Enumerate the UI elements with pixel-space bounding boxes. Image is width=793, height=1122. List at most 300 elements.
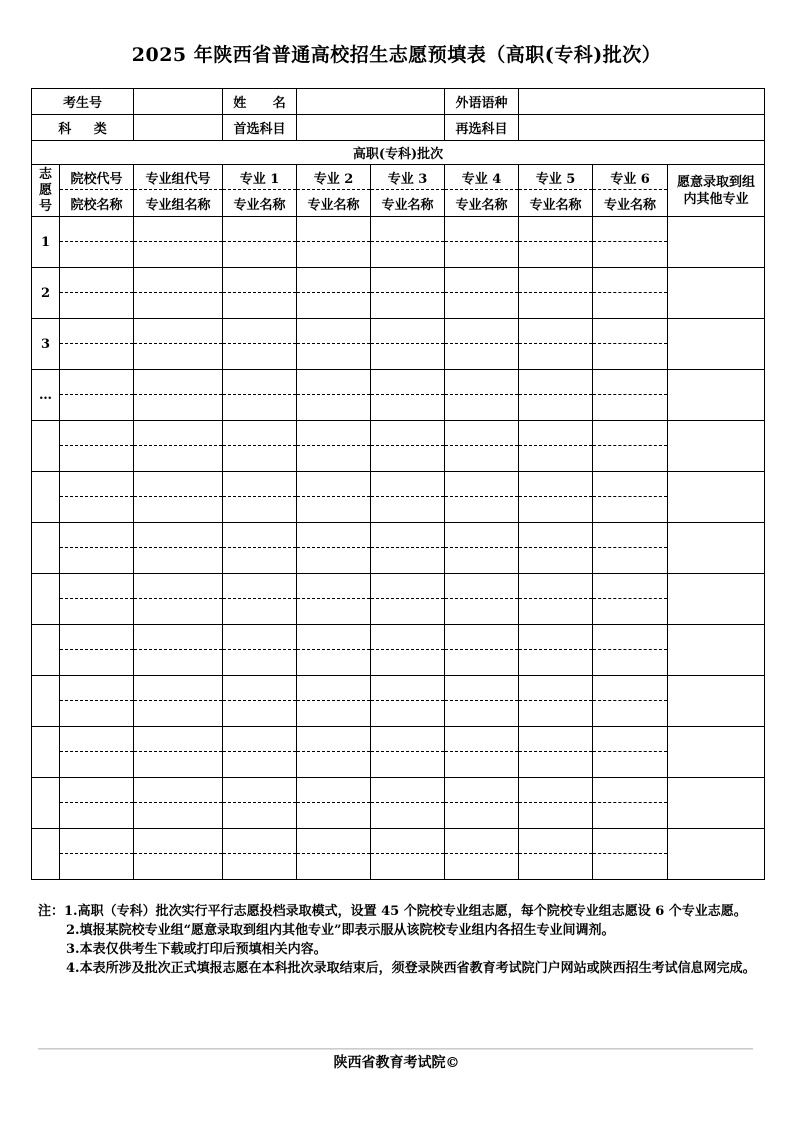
major-name-cell[interactable] (445, 548, 519, 574)
major-name-cell[interactable] (297, 395, 371, 421)
major-code-cell[interactable] (223, 319, 297, 344)
school-name-cell[interactable] (60, 599, 134, 625)
group-code-cell[interactable] (134, 217, 223, 242)
major-name-cell[interactable] (593, 752, 668, 778)
group-code-cell[interactable] (134, 574, 223, 599)
school-code-cell[interactable] (60, 268, 134, 293)
major-code-cell[interactable] (223, 676, 297, 701)
choice-number: 2 (32, 268, 60, 319)
major-code-cell[interactable] (445, 625, 519, 650)
major-name-cell[interactable] (445, 650, 519, 676)
major-code-cell[interactable] (371, 268, 445, 293)
col-group-name: 专业组名称 (134, 190, 223, 217)
major-name-cell[interactable] (445, 752, 519, 778)
col-major-6: 专业 6 (593, 165, 668, 190)
choice-row (32, 676, 765, 701)
col-major-1: 专业 1 (223, 165, 297, 190)
col-major-2: 专业 2 (297, 165, 371, 190)
school-name-cell[interactable] (60, 854, 134, 880)
major-name-cell[interactable] (593, 293, 668, 319)
major-name-cell[interactable] (371, 803, 445, 829)
major-code-cell[interactable] (371, 625, 445, 650)
major-code-cell[interactable] (445, 472, 519, 497)
name-label: 姓 名 (223, 89, 297, 115)
group-name-cell[interactable] (134, 446, 223, 472)
col-school-name: 院校名称 (60, 190, 134, 217)
school-code-cell[interactable] (60, 370, 134, 395)
major-name-cell[interactable] (223, 395, 297, 421)
major-name-cell[interactable] (371, 446, 445, 472)
major-code-cell[interactable] (223, 268, 297, 293)
choice-row-names (32, 803, 765, 829)
footer-divider (38, 1048, 753, 1050)
school-name-cell[interactable] (60, 752, 134, 778)
accept-other-cell[interactable] (668, 676, 765, 727)
major-code-cell[interactable] (223, 625, 297, 650)
group-code-cell[interactable] (134, 472, 223, 497)
major-name-cell[interactable] (445, 242, 519, 268)
major-name-cell[interactable] (371, 395, 445, 421)
major-code-cell[interactable] (519, 778, 593, 803)
choice-row (32, 268, 765, 293)
major-name-cell[interactable] (519, 854, 593, 880)
major-name-cell[interactable] (371, 344, 445, 370)
major-code-cell[interactable] (297, 421, 371, 446)
major-name-cell[interactable] (371, 293, 445, 319)
choice-row-names (32, 344, 765, 370)
major-name-cell[interactable] (593, 803, 668, 829)
major-code-cell[interactable] (371, 676, 445, 701)
exam-no-field[interactable] (134, 89, 223, 115)
major-code-cell[interactable] (371, 829, 445, 854)
major-code-cell[interactable] (223, 778, 297, 803)
choice-number: 1 (32, 217, 60, 268)
major-code-cell[interactable] (519, 421, 593, 446)
group-code-cell[interactable] (134, 370, 223, 395)
major-code-cell[interactable] (593, 829, 668, 854)
subject-category-field[interactable] (134, 115, 223, 141)
major-code-cell[interactable] (593, 625, 668, 650)
major-name-cell[interactable] (445, 803, 519, 829)
group-name-cell[interactable] (134, 803, 223, 829)
choice-row-names (32, 497, 765, 523)
major-name-cell[interactable] (371, 242, 445, 268)
choice-row (32, 523, 765, 548)
major-code-cell[interactable] (519, 829, 593, 854)
major-code-cell[interactable] (371, 523, 445, 548)
major-code-cell[interactable] (445, 574, 519, 599)
major-name-cell[interactable] (371, 752, 445, 778)
choice-row (32, 574, 765, 599)
col-major-name-6: 专业名称 (593, 190, 668, 217)
major-name-cell[interactable] (445, 854, 519, 880)
major-name-cell[interactable] (223, 344, 297, 370)
major-name-cell[interactable] (297, 344, 371, 370)
school-code-cell[interactable] (60, 523, 134, 548)
col-major-5: 专业 5 (519, 165, 593, 190)
choice-number (32, 676, 60, 727)
major-name-cell[interactable] (297, 446, 371, 472)
major-name-cell[interactable] (519, 650, 593, 676)
major-name-cell[interactable] (371, 650, 445, 676)
major-name-cell[interactable] (445, 446, 519, 472)
col-major-name-5: 专业名称 (519, 190, 593, 217)
major-name-cell[interactable] (593, 497, 668, 523)
major-name-cell[interactable] (519, 752, 593, 778)
major-code-cell[interactable] (593, 574, 668, 599)
group-name-cell[interactable] (134, 599, 223, 625)
accept-other-cell[interactable] (668, 829, 765, 880)
major-code-cell[interactable] (593, 727, 668, 752)
accept-other-cell[interactable] (668, 778, 765, 829)
major-name-cell[interactable] (223, 548, 297, 574)
choice-row-names (32, 650, 765, 676)
major-name-cell[interactable] (519, 701, 593, 727)
major-code-cell[interactable] (297, 829, 371, 854)
choice-row (32, 421, 765, 446)
major-code-cell[interactable] (593, 268, 668, 293)
school-name-cell[interactable] (60, 344, 134, 370)
major-name-cell[interactable] (593, 701, 668, 727)
choice-row (32, 370, 765, 395)
major-name-cell[interactable] (445, 599, 519, 625)
choice-row-names (32, 293, 765, 319)
choice-row-names (32, 395, 765, 421)
major-code-cell[interactable] (593, 319, 668, 344)
school-code-cell[interactable] (60, 421, 134, 446)
group-code-cell[interactable] (134, 676, 223, 701)
major-code-cell[interactable] (519, 370, 593, 395)
major-code-cell[interactable] (297, 268, 371, 293)
major-code-cell[interactable] (223, 472, 297, 497)
school-code-cell[interactable] (60, 829, 134, 854)
major-name-cell[interactable] (297, 293, 371, 319)
major-name-cell[interactable] (223, 650, 297, 676)
major-code-cell[interactable] (223, 727, 297, 752)
major-code-cell[interactable] (445, 421, 519, 446)
accept-other-cell[interactable] (668, 574, 765, 625)
major-name-cell[interactable] (519, 803, 593, 829)
school-name-cell[interactable] (60, 395, 134, 421)
second-choice-subject-field[interactable] (519, 115, 765, 141)
choice-row-names (32, 854, 765, 880)
col-major-name-4: 专业名称 (445, 190, 519, 217)
major-code-cell[interactable] (297, 319, 371, 344)
choice-row-names (32, 701, 765, 727)
major-code-cell[interactable] (519, 268, 593, 293)
major-name-cell[interactable] (519, 395, 593, 421)
major-name-cell[interactable] (223, 599, 297, 625)
major-name-cell[interactable] (593, 854, 668, 880)
major-code-cell[interactable] (593, 523, 668, 548)
accept-other-cell[interactable] (668, 217, 765, 268)
major-name-cell[interactable] (297, 650, 371, 676)
major-name-cell[interactable] (593, 242, 668, 268)
note-2: 2.填报某院校专业组“愿意录取到组内其他专业”即表示服从该院校专业组内各招生专业间调剂。 (66, 923, 615, 938)
school-code-cell[interactable] (60, 727, 134, 752)
major-name-cell[interactable] (593, 599, 668, 625)
application-form-table (31, 88, 765, 880)
accept-other-cell[interactable] (668, 523, 765, 574)
accept-other-cell[interactable] (668, 727, 765, 778)
major-name-cell[interactable] (371, 599, 445, 625)
major-name-cell[interactable] (593, 395, 668, 421)
major-code-cell[interactable] (297, 574, 371, 599)
choice-number (32, 523, 60, 574)
major-name-cell[interactable] (445, 701, 519, 727)
school-name-cell[interactable] (60, 497, 134, 523)
group-name-cell[interactable] (134, 752, 223, 778)
major-code-cell[interactable] (371, 217, 445, 242)
major-code-cell[interactable] (445, 268, 519, 293)
major-code-cell[interactable] (371, 472, 445, 497)
major-code-cell[interactable] (223, 370, 297, 395)
major-code-cell[interactable] (593, 217, 668, 242)
major-name-cell[interactable] (297, 548, 371, 574)
major-code-cell[interactable] (593, 472, 668, 497)
choice-row-names (32, 242, 765, 268)
school-code-cell[interactable] (60, 676, 134, 701)
major-code-cell[interactable] (297, 727, 371, 752)
accept-other-cell[interactable] (668, 268, 765, 319)
choice-row (32, 727, 765, 752)
school-code-cell[interactable] (60, 625, 134, 650)
group-code-cell[interactable] (134, 268, 223, 293)
major-code-cell[interactable] (593, 676, 668, 701)
col-major-name-2: 专业名称 (297, 190, 371, 217)
name-field[interactable] (297, 89, 445, 115)
choice-number: … (32, 370, 60, 421)
col-major-name-3: 专业名称 (371, 190, 445, 217)
school-name-cell[interactable] (60, 242, 134, 268)
major-code-cell[interactable] (223, 829, 297, 854)
col-major-name-1: 专业名称 (223, 190, 297, 217)
col-group-code: 专业组代号 (134, 165, 223, 190)
choice-number (32, 727, 60, 778)
major-code-cell[interactable] (445, 523, 519, 548)
major-name-cell[interactable] (593, 548, 668, 574)
major-name-cell[interactable] (371, 701, 445, 727)
foreign-language-field[interactable] (519, 89, 765, 115)
choice-row (32, 625, 765, 650)
school-code-cell[interactable] (60, 217, 134, 242)
school-code-cell[interactable] (60, 472, 134, 497)
major-code-cell[interactable] (519, 472, 593, 497)
school-name-cell[interactable] (60, 548, 134, 574)
major-code-cell[interactable] (297, 472, 371, 497)
col-school-code: 院校代号 (60, 165, 134, 190)
major-name-cell[interactable] (519, 293, 593, 319)
major-name-cell[interactable] (445, 497, 519, 523)
major-name-cell[interactable] (593, 446, 668, 472)
choice-number: 3 (32, 319, 60, 370)
group-name-cell[interactable] (134, 701, 223, 727)
school-code-cell[interactable] (60, 319, 134, 344)
school-code-cell[interactable] (60, 778, 134, 803)
major-name-cell[interactable] (519, 497, 593, 523)
group-name-cell[interactable] (134, 854, 223, 880)
major-name-cell[interactable] (223, 701, 297, 727)
group-name-cell[interactable] (134, 650, 223, 676)
choice-row-names (32, 752, 765, 778)
major-name-cell[interactable] (519, 548, 593, 574)
major-code-cell[interactable] (593, 778, 668, 803)
accept-other-cell[interactable] (668, 625, 765, 676)
school-name-cell[interactable] (60, 803, 134, 829)
second-choice-subject-label: 再选科目 (445, 115, 519, 141)
group-name-cell[interactable] (134, 344, 223, 370)
subject-category-label: 科 类 (32, 115, 134, 141)
major-code-cell[interactable] (371, 319, 445, 344)
major-code-cell[interactable] (297, 778, 371, 803)
footer-text: 陕西省教育考试院© (333, 1055, 460, 1071)
major-code-cell[interactable] (445, 778, 519, 803)
major-name-cell[interactable] (297, 701, 371, 727)
major-code-cell[interactable] (223, 574, 297, 599)
major-name-cell[interactable] (297, 497, 371, 523)
major-code-cell[interactable] (445, 676, 519, 701)
major-code-cell[interactable] (445, 727, 519, 752)
note-3: 3.本表仅供考生下载或打印后预填相关内容。 (66, 942, 327, 957)
major-name-cell[interactable] (223, 752, 297, 778)
choice-row (32, 778, 765, 803)
major-name-cell[interactable] (223, 803, 297, 829)
major-name-cell[interactable] (445, 293, 519, 319)
major-code-cell[interactable] (223, 523, 297, 548)
choice-row-names (32, 446, 765, 472)
major-name-cell[interactable] (223, 446, 297, 472)
major-name-cell[interactable] (519, 344, 593, 370)
major-code-cell[interactable] (445, 319, 519, 344)
group-code-cell[interactable] (134, 319, 223, 344)
school-name-cell[interactable] (60, 446, 134, 472)
major-code-cell[interactable] (519, 217, 593, 242)
group-code-cell[interactable] (134, 523, 223, 548)
major-code-cell[interactable] (297, 676, 371, 701)
school-name-cell[interactable] (60, 293, 134, 319)
accept-other-cell[interactable] (668, 370, 765, 421)
col-major-4: 专业 4 (445, 165, 519, 190)
major-name-cell[interactable] (593, 650, 668, 676)
school-name-cell[interactable] (60, 650, 134, 676)
accept-other-cell[interactable] (668, 421, 765, 472)
major-code-cell[interactable] (445, 829, 519, 854)
major-code-cell[interactable] (297, 523, 371, 548)
batch-title: 高职(专科)批次 (32, 141, 765, 165)
major-code-cell[interactable] (297, 625, 371, 650)
major-code-cell[interactable] (445, 217, 519, 242)
note-4: 4.本表所涉及批次正式填报志愿在本科批次录取结束后，须登录陕西省教育考试院门户网站或陕西招生考试信息网完成。 (66, 961, 756, 976)
major-name-cell[interactable] (297, 242, 371, 268)
major-name-cell[interactable] (593, 344, 668, 370)
choice-number (32, 829, 60, 880)
major-name-cell[interactable] (223, 854, 297, 880)
major-name-cell[interactable] (297, 854, 371, 880)
major-name-cell[interactable] (297, 803, 371, 829)
school-code-cell[interactable] (60, 574, 134, 599)
group-name-cell[interactable] (134, 395, 223, 421)
major-code-cell[interactable] (519, 319, 593, 344)
major-name-cell[interactable] (371, 854, 445, 880)
major-code-cell[interactable] (371, 421, 445, 446)
group-code-cell[interactable] (134, 727, 223, 752)
choice-number (32, 625, 60, 676)
choice-number (32, 472, 60, 523)
major-code-cell[interactable] (519, 727, 593, 752)
school-name-cell[interactable] (60, 701, 134, 727)
group-code-cell[interactable] (134, 778, 223, 803)
major-code-cell[interactable] (297, 370, 371, 395)
foreign-language-label: 外语语种 (445, 89, 519, 115)
group-code-cell[interactable] (134, 421, 223, 446)
major-code-cell[interactable] (223, 217, 297, 242)
major-code-cell[interactable] (297, 217, 371, 242)
first-choice-subject-field[interactable] (297, 115, 445, 141)
choice-number (32, 574, 60, 625)
choice-number (32, 778, 60, 829)
choice-row (32, 472, 765, 497)
major-name-cell[interactable] (297, 599, 371, 625)
choice-row-names (32, 599, 765, 625)
major-name-cell[interactable] (519, 599, 593, 625)
major-code-cell[interactable] (371, 370, 445, 395)
choice-row (32, 217, 765, 242)
major-code-cell[interactable] (519, 523, 593, 548)
major-code-cell[interactable] (519, 625, 593, 650)
major-code-cell[interactable] (519, 574, 593, 599)
major-code-cell[interactable] (593, 370, 668, 395)
choice-row-names (32, 548, 765, 574)
major-name-cell[interactable] (297, 752, 371, 778)
major-name-cell[interactable] (445, 395, 519, 421)
group-name-cell[interactable] (134, 548, 223, 574)
major-name-cell[interactable] (371, 497, 445, 523)
major-code-cell[interactable] (593, 421, 668, 446)
major-name-cell[interactable] (371, 548, 445, 574)
major-code-cell[interactable] (519, 676, 593, 701)
major-name-cell[interactable] (445, 344, 519, 370)
group-name-cell[interactable] (134, 242, 223, 268)
col-accept-other: 愿意录取到组内其他专业 (668, 165, 765, 217)
group-name-cell[interactable] (134, 293, 223, 319)
group-code-cell[interactable] (134, 829, 223, 854)
notes (38, 902, 758, 978)
accept-other-cell[interactable] (668, 319, 765, 370)
exam-no-label: 考生号 (32, 89, 134, 115)
choice-row (32, 829, 765, 854)
group-code-cell[interactable] (134, 625, 223, 650)
choice-number (32, 421, 60, 472)
col-zhiyuan-hao-label: 志 愿 号 (38, 166, 52, 214)
major-code-cell[interactable] (445, 370, 519, 395)
accept-other-cell[interactable] (668, 472, 765, 523)
major-name-cell[interactable] (223, 242, 297, 268)
col-major-3: 专业 3 (371, 165, 445, 190)
major-name-cell[interactable] (223, 497, 297, 523)
page-title: 2025 年陕西省普通高校招生志愿预填表（高职(专科)批次） (131, 44, 662, 66)
major-code-cell[interactable] (371, 574, 445, 599)
group-name-cell[interactable] (134, 497, 223, 523)
major-name-cell[interactable] (519, 446, 593, 472)
choice-row (32, 319, 765, 344)
first-choice-subject-label: 首选科目 (223, 115, 297, 141)
col-zhiyuan-hao (32, 165, 60, 217)
major-code-cell[interactable] (371, 727, 445, 752)
major-name-cell[interactable] (223, 293, 297, 319)
major-code-cell[interactable] (223, 421, 297, 446)
major-code-cell[interactable] (371, 778, 445, 803)
major-name-cell[interactable] (519, 242, 593, 268)
